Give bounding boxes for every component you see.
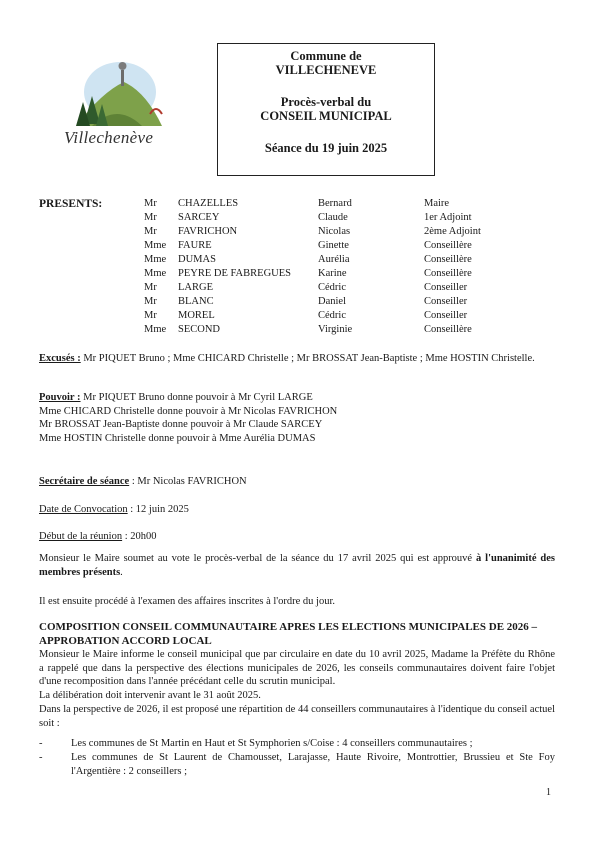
commune-line: Commune de — [290, 49, 362, 63]
excuses-paragraph — [39, 352, 555, 366]
list-item — [39, 751, 555, 779]
secretaire-line — [39, 475, 555, 489]
member-firstname: Ginette — [318, 240, 349, 251]
member-row — [0, 310, 595, 324]
member-lastname: SARCEY — [178, 212, 220, 223]
approval-end: . — [120, 566, 123, 578]
member-function: Conseillère — [424, 254, 472, 265]
member-row — [0, 296, 595, 310]
member-function: Conseillère — [424, 240, 472, 251]
pouvoir-label: Pouvoir : — [39, 392, 81, 403]
member-lastname: MOREL — [178, 310, 215, 321]
section-paragraph-1: Monsieur le Maire informe le conseil municipal que par circulaire en date du 10 avril 2025, Madame la Préfète du Rhône a rappelé que dans la perspective des élections municipales de 2026, les conseils communautaires doivent faire l'objet d'une recomposition dans l'année précédant celle du scrutin municipal. — [39, 649, 555, 688]
member-function: 1er Adjoint — [424, 212, 472, 223]
member-civility: Mme — [144, 268, 167, 279]
pouvoir-line: Mme HOSTIN Christelle donne pouvoir à Mme Aurélia DUMAS — [39, 432, 316, 444]
member-civility: Mr — [144, 212, 157, 223]
presents-label: PRESENTS: — [39, 198, 103, 210]
member-row — [0, 226, 595, 240]
section-title: COMPOSITION CONSEIL COMMUNAUTAIRE APRES LES ELECTIONS MUNICIPALES DE 2026 – APPROBATION ACCORD LOCAL — [39, 621, 538, 647]
pouvoir-line: Mr BROSSAT Jean-Baptiste donne pouvoir à Mr Claude SARCEY — [39, 419, 323, 431]
member-row — [0, 240, 595, 254]
logo-text: Villechenève — [64, 128, 154, 147]
member-row — [0, 282, 595, 296]
member-function: Conseiller — [424, 310, 468, 321]
member-lastname: FAURE — [178, 240, 212, 251]
approval-paragraph — [39, 552, 555, 579]
pouvoir-first: Mr PIQUET Bruno donne pouvoir à Mr Cyril LARGE — [80, 392, 313, 403]
approval-text: Monsieur le Maire soumet au vote le procès-verbal de la séance du 17 avril 2025 qui est approuvé — [39, 553, 476, 564]
debut-label: Début de la réunion — [39, 531, 123, 542]
village-logo-icon — [62, 52, 172, 132]
doc-type: Procès-verbal du — [280, 95, 372, 109]
convocation-label: Date de Convocation — [39, 504, 128, 515]
member-lastname: CHAZELLES — [178, 198, 239, 209]
member-civility: Mme — [144, 324, 167, 335]
section-paragraph-2: La délibération doit intervenir avant le 31 août 2025. — [39, 690, 261, 701]
secretaire-label: Secrétaire de séance — [39, 476, 130, 487]
member-row — [0, 324, 595, 338]
member-function: 2ème Adjoint — [424, 226, 481, 237]
member-lastname: PEYRE DE FABREGUES — [178, 268, 291, 279]
member-civility: Mr — [144, 310, 157, 321]
member-civility: Mr — [144, 296, 157, 307]
pouvoir-line — [39, 391, 555, 405]
member-firstname: Bernard — [318, 198, 352, 209]
member-firstname: Cédric — [318, 310, 346, 321]
member-function: Maire — [424, 198, 450, 209]
member-row — [0, 254, 595, 268]
excuses-text: Mr PIQUET Bruno ; Mme CHICARD Christelle ; Mr BROSSAT Jean-Baptiste ; Mme HOSTIN Christelle. — [80, 353, 535, 364]
member-civility: Mr — [144, 282, 157, 293]
document-title-box — [217, 43, 435, 176]
member-lastname: LARGE — [178, 282, 213, 293]
examen-paragraph: Il est ensuite procédé à l'examen des affaires inscrites à l'ordre du jour. — [39, 596, 336, 607]
member-firstname: Claude — [318, 212, 348, 223]
convocation-text: : 12 juin 2025 — [127, 504, 189, 515]
session-date: Séance du 19 juin 2025 — [264, 141, 388, 155]
member-lastname: FAVRICHON — [178, 226, 238, 237]
member-function: Conseillère — [424, 324, 472, 335]
secretaire-text: : Mr Nicolas FAVRICHON — [129, 476, 247, 487]
pouvoir-line: Mme CHICARD Christelle donne pouvoir à Mr Nicolas FAVRICHON — [39, 405, 338, 417]
bullet-mark: - — [39, 738, 43, 749]
member-civility: Mme — [144, 240, 167, 251]
section-paragraph-3: Dans la perspective de 2026, il est proposé une répartition de 44 conseillers communautaires à l'identique du conseil actuel soit : — [39, 704, 555, 729]
page-number: 1 — [546, 787, 551, 798]
member-row — [0, 268, 595, 282]
convocation-line — [39, 503, 555, 517]
list-item — [39, 737, 555, 751]
excuses-label: Excusés : — [39, 353, 81, 364]
member-lastname: DUMAS — [178, 254, 216, 265]
member-function: Conseiller — [424, 282, 468, 293]
member-firstname: Cédric — [318, 282, 346, 293]
member-lastname: BLANC — [178, 296, 214, 307]
member-firstname: Virginie — [318, 324, 353, 335]
member-civility: Mr — [144, 226, 157, 237]
member-civility: Mr — [144, 198, 157, 209]
member-row — [0, 198, 595, 212]
member-civility: Mme — [144, 254, 167, 265]
member-firstname: Aurélia — [318, 254, 350, 265]
bullet-mark: - — [39, 752, 43, 763]
debut-line — [39, 530, 555, 544]
commune-name: VILLECHENEVE — [275, 63, 377, 77]
approval-bold: à l'unanimité des membres présents — [39, 553, 555, 578]
council-name: CONSEIL MUNICIPAL — [260, 109, 392, 123]
member-firstname: Karine — [318, 268, 347, 279]
member-function: Conseillère — [424, 268, 472, 279]
member-lastname: SECOND — [178, 324, 221, 335]
bullet-text: Les communes de St Laurent de Chamousset, Larajasse, Haute Rivoire, Montrottier, Brussieu et Ste Foy l'Argentière : 2 conseillers ; — [71, 752, 555, 777]
bullet-text: Les communes de St Martin en Haut et St Symphorien s/Coise : 4 conseillers communautaires ; — [71, 738, 473, 749]
pouvoir-paragraph — [39, 391, 555, 445]
member-firstname: Nicolas — [318, 226, 351, 237]
debut-text: : 20h00 — [122, 531, 157, 542]
member-row — [0, 212, 595, 226]
member-firstname: Daniel — [318, 296, 346, 307]
member-function: Conseiller — [424, 296, 468, 307]
